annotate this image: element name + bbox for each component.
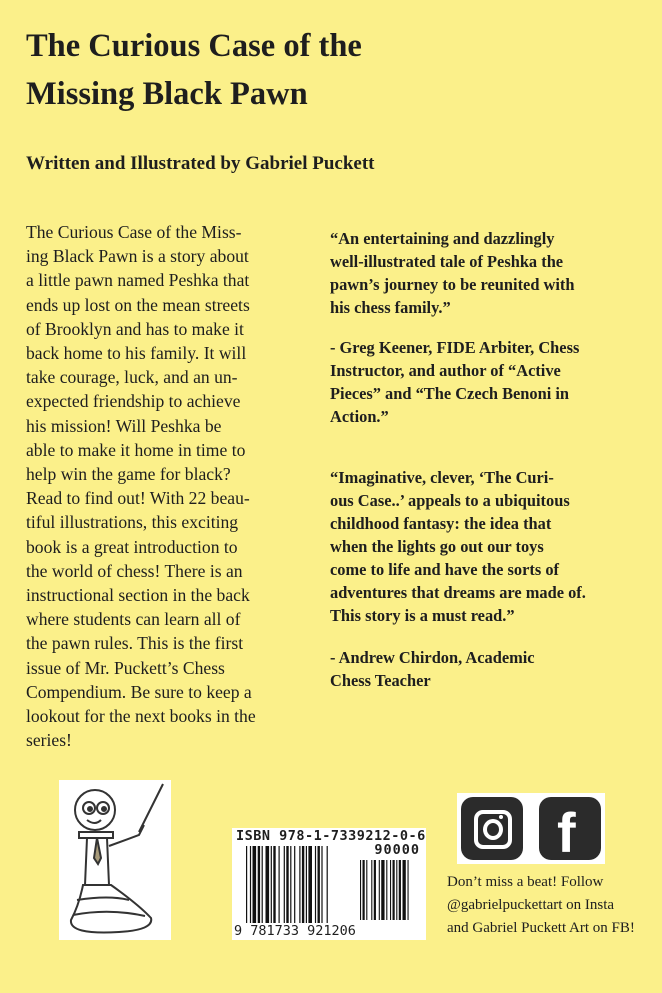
- description-line: ing Black Pawn is a story about: [26, 246, 249, 267]
- book-title: [26, 22, 362, 118]
- barcode-bar: [399, 860, 401, 920]
- description-line: a little pawn named Peshka that: [26, 270, 250, 291]
- description-line: take courage, luck, and an un-: [26, 367, 238, 388]
- isbn-barcode: [232, 828, 426, 940]
- barcode-bar: [363, 860, 365, 920]
- barcode-bar: [246, 846, 247, 926]
- barcode-bar: [390, 860, 391, 920]
- attribution-line: Chess Teacher: [330, 671, 431, 690]
- description-line: the pawn rules. This is the first: [26, 633, 244, 654]
- barcode-bar: [381, 860, 384, 920]
- title-line: Missing Black Pawn: [26, 76, 308, 112]
- barcode-bar: [327, 846, 328, 926]
- follow-line: and Gabriel Puckett Art on FB!: [447, 920, 635, 936]
- barcode-bar: [360, 860, 361, 920]
- barcode-bar: [273, 846, 275, 926]
- description-line: The Curious Case of the Miss-: [26, 222, 242, 242]
- barcode-bar: [262, 846, 263, 926]
- description-line: Compendium. Be sure to keep a: [26, 681, 252, 702]
- description-line: Read to find out! With 22 beau-: [26, 488, 250, 509]
- social-icons: [457, 793, 605, 864]
- description-line: help win the game for black?: [26, 464, 231, 485]
- description-line: back home to his family. It will: [26, 343, 247, 364]
- description-line: lookout for the next books in the: [26, 706, 256, 727]
- barcode-bar: [250, 846, 251, 926]
- book-description: [26, 220, 256, 752]
- social-follow-text: [447, 871, 635, 940]
- barcode-bar: [306, 846, 307, 926]
- attribution-line: - Greg Keener, FIDE Arbiter, Chess: [330, 338, 580, 357]
- barcode-bar: [294, 846, 295, 926]
- quote-line: “An entertaining and dazzlingly: [330, 229, 555, 248]
- pawn-teacher-illustration: [59, 780, 171, 940]
- barcode-bar: [318, 846, 320, 926]
- barcode-bar: [290, 846, 291, 926]
- barcode-bar: [371, 860, 372, 920]
- quote-line: when the lights go out our toys: [330, 537, 544, 556]
- description-line: able to make it home in time to: [26, 439, 246, 460]
- description-line: of Brooklyn and has to make it: [26, 318, 244, 339]
- review-quote-1: [330, 227, 575, 319]
- description-line: book is a great introduction to: [26, 536, 238, 557]
- barcode-bar: [279, 846, 280, 926]
- attribution-line: Instructor, and author of “Active: [330, 361, 561, 380]
- review-attribution-2: [330, 646, 535, 692]
- quote-line: come to life and have the sorts of: [330, 560, 559, 579]
- barcode-bar: [271, 846, 272, 926]
- byline: Written and Illustrated by Gabriel Puckett: [26, 153, 375, 174]
- description-line: his mission! Will Peshka be: [26, 415, 222, 436]
- barcode-bar: [299, 846, 300, 926]
- price-code: 90000: [374, 842, 420, 858]
- quote-line: This story is a must read.”: [330, 606, 515, 625]
- title-line: The Curious Case of the: [26, 28, 362, 64]
- description-line: instructional section in the back: [26, 585, 250, 606]
- attribution-line: Action.”: [330, 407, 389, 426]
- barcode-bar: [379, 860, 380, 920]
- quote-line: ous Case..’ appeals to a ubiquitous: [330, 491, 570, 510]
- isbn-label: ISBN 978-1-7339212-0-6: [236, 828, 426, 844]
- barcode-bar: [321, 846, 322, 926]
- review-quote-2: [330, 466, 586, 627]
- review-attribution-1: [330, 336, 579, 428]
- description-line: tiful illustrations, this exciting: [26, 512, 239, 533]
- description-line: expected friendship to achieve: [26, 391, 241, 412]
- attribution-line: Pieces” and “The Czech Benoni in: [330, 384, 570, 403]
- description-line: where students can learn all of: [26, 609, 241, 630]
- barcode-bar: [302, 846, 304, 926]
- quote-line: pawn’s journey to be reunited with: [330, 275, 575, 294]
- description-line: issue of Mr. Puckett’s Chess: [26, 657, 225, 678]
- attribution-line: - Andrew Chirdon, Academic: [330, 648, 535, 667]
- quote-line: “Imaginative, clever, ‘The Curi-: [330, 468, 554, 487]
- follow-line: Don’t miss a beat! Follow: [447, 874, 604, 890]
- barcode-bar: [253, 846, 257, 926]
- instagram-icon[interactable]: [461, 797, 523, 860]
- barcode-bar: [258, 846, 260, 926]
- barcode-bar: [386, 860, 387, 920]
- quote-line: his chess family.”: [330, 298, 451, 317]
- barcode-number: 9 781733 921206: [234, 923, 356, 939]
- follow-line: @gabrielpuckettart on Insta: [447, 897, 615, 913]
- barcode-bar: [284, 846, 285, 926]
- barcode-bar: [408, 860, 409, 920]
- description-line: ends up lost on the mean streets: [26, 294, 250, 315]
- barcode-bar: [396, 860, 397, 920]
- barcode-bar: [403, 860, 406, 920]
- facebook-icon[interactable]: f: [539, 797, 601, 860]
- description-line: the world of chess! There is an: [26, 560, 243, 581]
- quote-line: well-illustrated tale of Peshka the: [330, 252, 564, 271]
- quote-line: childhood fantasy: the idea that: [330, 514, 552, 533]
- barcode-bar: [315, 846, 316, 926]
- barcode-bar: [393, 860, 395, 920]
- description-line: series!: [26, 730, 72, 751]
- barcode-bar: [286, 846, 288, 926]
- barcode-bar: [374, 860, 376, 920]
- barcode-bar: [366, 860, 367, 920]
- barcode-bar: [266, 846, 270, 926]
- barcode-bar: [308, 846, 312, 926]
- quote-line: adventures that dreams are made of.: [330, 583, 586, 602]
